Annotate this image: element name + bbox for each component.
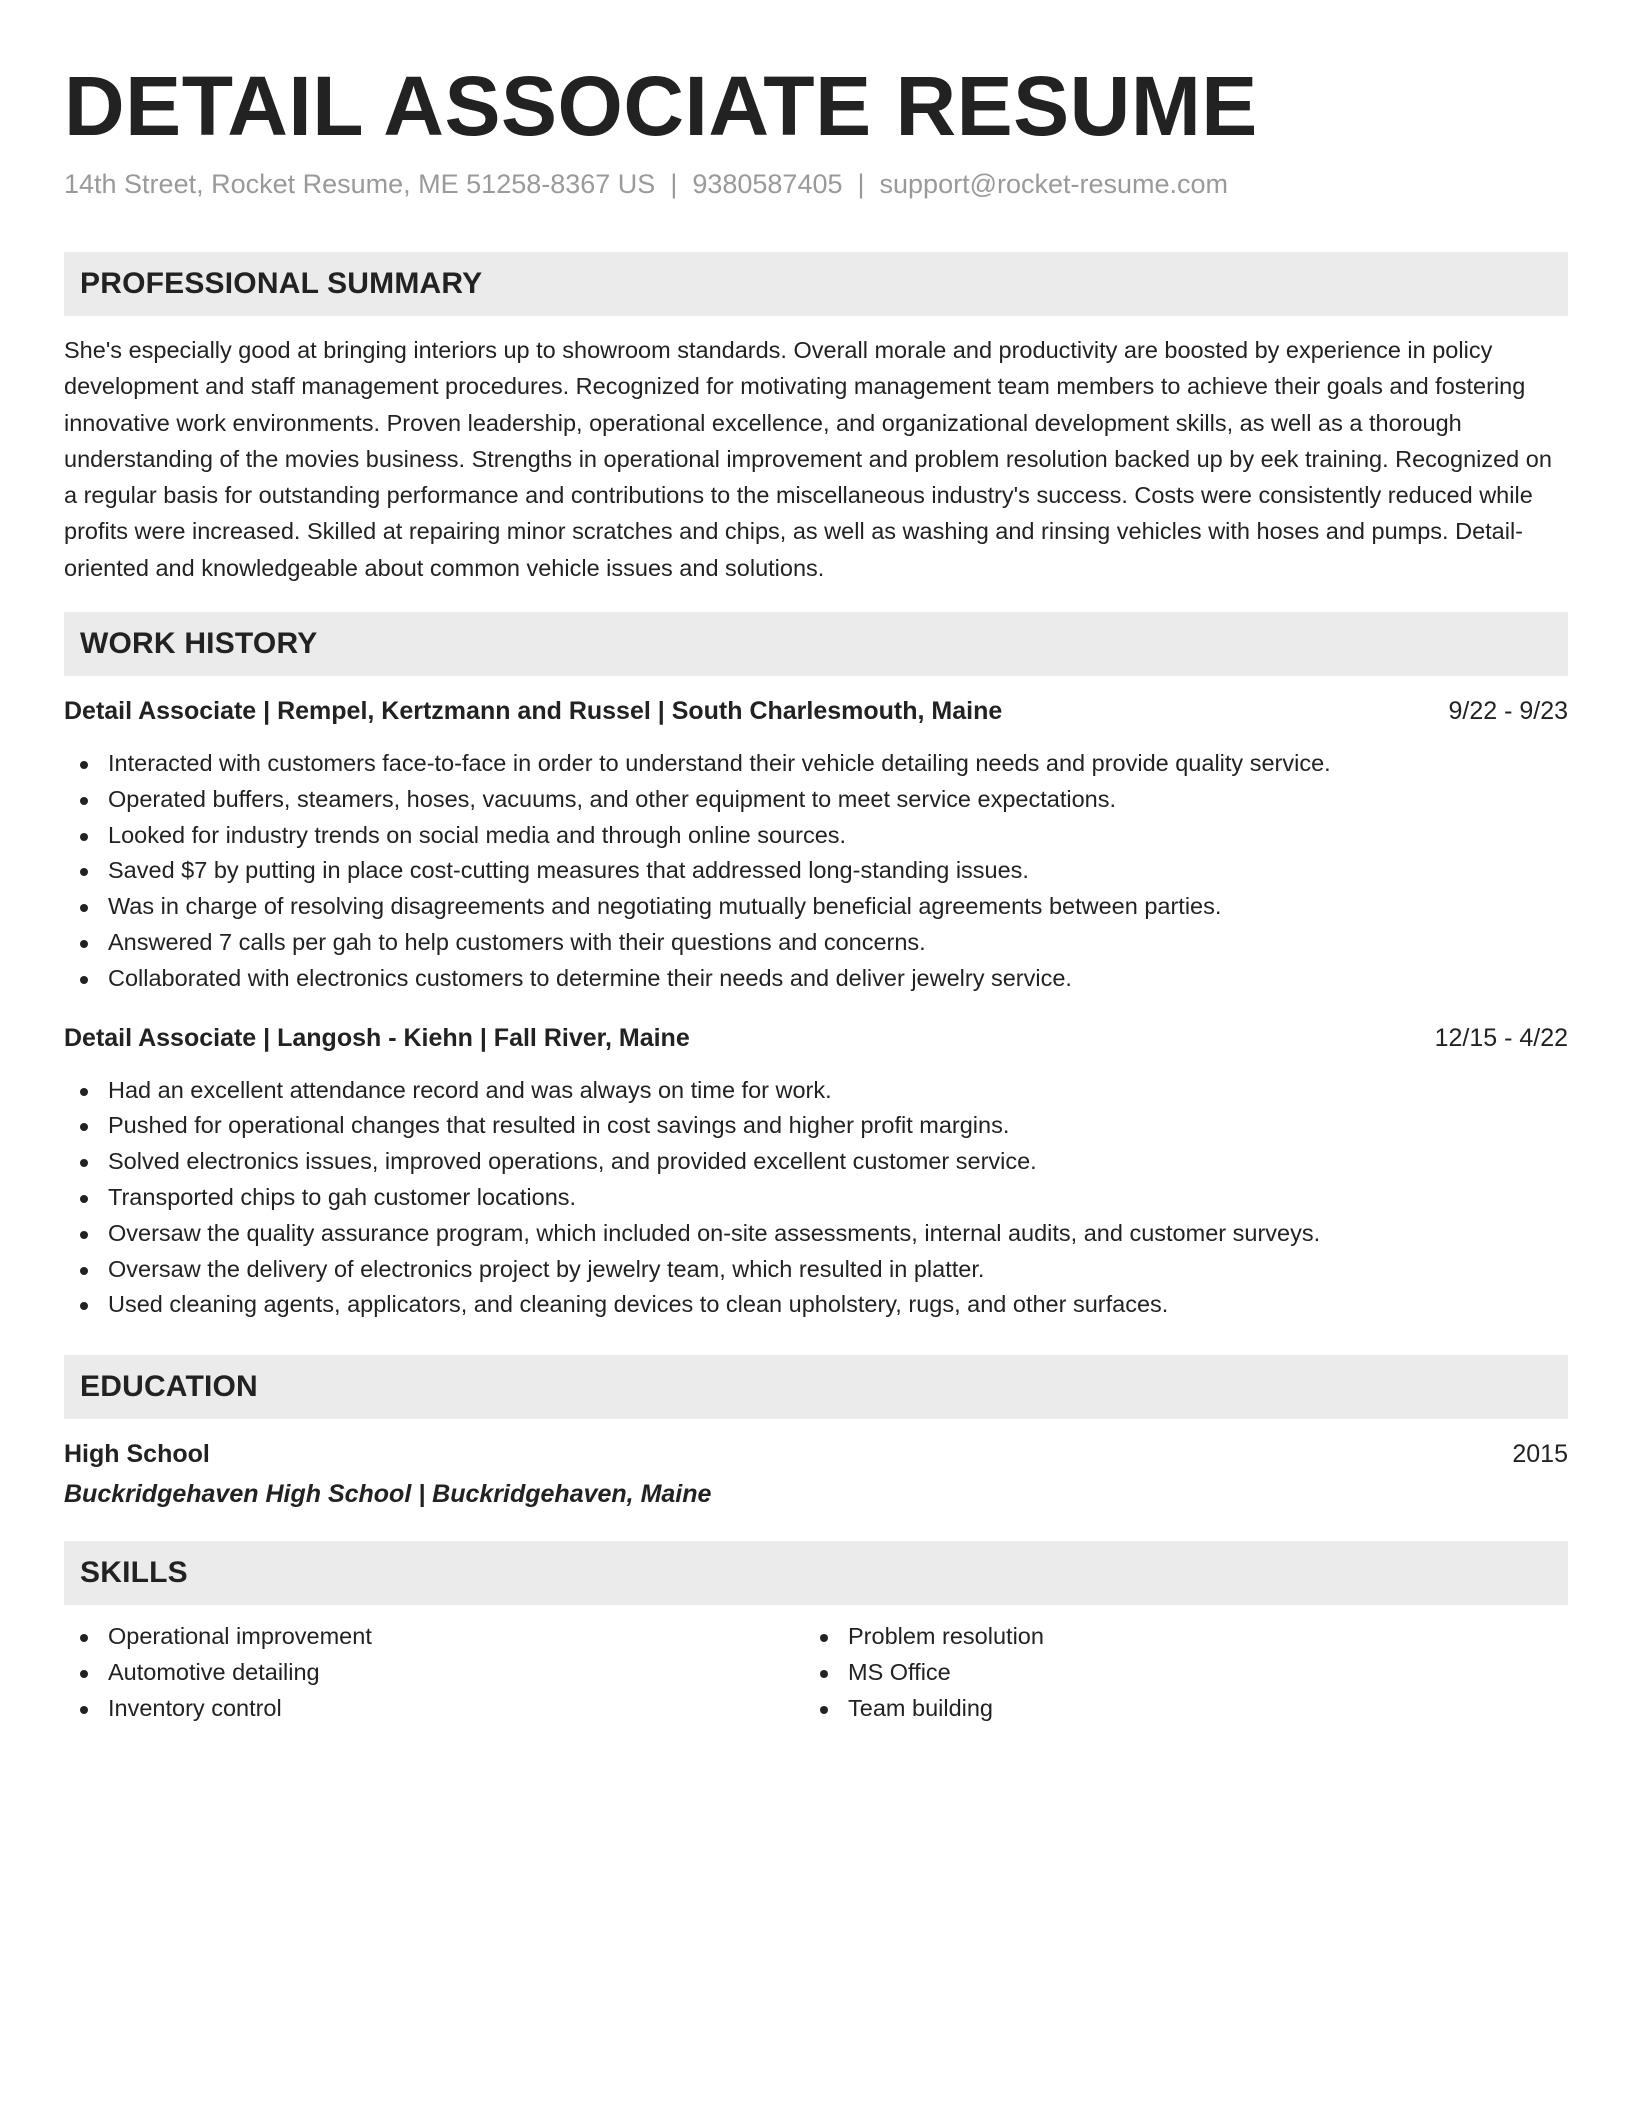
- skill-item: MS Office: [804, 1655, 1568, 1691]
- job-bullet: Solved electronics issues, improved operations, and provided excellent customer service.: [64, 1144, 1568, 1180]
- section-heading-skills: SKILLS: [64, 1541, 1568, 1605]
- job-bullet: Saved $7 by putting in place cost-cutting measures that addressed long-standing issues.: [64, 853, 1568, 889]
- education-header: [64, 1437, 1568, 1471]
- job-dates: 9/22 - 9/23: [1448, 697, 1568, 726]
- skills-column-right: [804, 1619, 1568, 1726]
- skills-column-left: [64, 1619, 804, 1726]
- job-bullet: Operated buffers, steamers, hoses, vacuums, and other equipment to meet service expectations.: [64, 782, 1568, 818]
- job-title: Detail Associate | Langosh - Kiehn | Fall River, Maine: [64, 1023, 690, 1052]
- job-entry: [64, 1021, 1568, 1324]
- job-bullet: Oversaw the quality assurance program, which included on-site assessments, internal audits, and customer surveys.: [64, 1216, 1568, 1252]
- skill-item: Automotive detailing: [64, 1655, 804, 1691]
- skills-grid: [64, 1619, 1568, 1726]
- skill-item: Team building: [804, 1691, 1568, 1727]
- education-year: 2015: [1512, 1440, 1568, 1469]
- education-degree: High School: [64, 1440, 210, 1469]
- contact-email: support@rocket-resume.com: [879, 169, 1229, 199]
- job-entry: [64, 694, 1568, 997]
- skill-item: Inventory control: [64, 1691, 804, 1727]
- resume-title: DETAIL ASSOCIATE RESUME: [64, 59, 1258, 153]
- job-bullet: Transported chips to gah customer locations.: [64, 1180, 1568, 1216]
- job-bullet: Interacted with customers face-to-face in order to understand their vehicle detailing needs and provide quality service.: [64, 746, 1568, 782]
- job-bullet: Had an excellent attendance record and was always on time for work.: [64, 1073, 1568, 1109]
- education-school: Buckridgehaven High School | Buckridgehaven, Maine: [64, 1480, 712, 1509]
- section-heading-work-history: WORK HISTORY: [64, 612, 1568, 676]
- job-bullets: [64, 746, 1568, 997]
- contact-line: [64, 166, 1568, 202]
- section-heading-education: EDUCATION: [64, 1355, 1568, 1419]
- job-bullet: Was in charge of resolving disagreements and negotiating mutually beneficial agreements between parties.: [64, 889, 1568, 925]
- skill-item: Operational improvement: [64, 1619, 804, 1655]
- job-bullet: Used cleaning agents, applicators, and cleaning devices to clean upholstery, rugs, and other surfaces.: [64, 1287, 1568, 1323]
- job-bullet: Looked for industry trends on social media and through online sources.: [64, 818, 1568, 854]
- job-dates: 12/15 - 4/22: [1434, 1023, 1568, 1052]
- job-header: [64, 694, 1568, 728]
- contact-separator: |: [670, 169, 678, 199]
- contact-phone: 9380587405: [692, 169, 843, 199]
- summary-text: She's especially good at bringing interiors up to showroom standards. Overall morale and productivity are boosted by experience in policy development and staff management procedures. Recognized for motivating management team members to achieve their goals and fostering innovative work environments. Proven leadership, operational excellence, and organizational development skills, as well as a thorough understanding of the movies business. Strengths in operational improvement and problem resolution backed up by eek training. Recognized on a regular basis for outstanding performance and contributions to the miscellaneous industry's success. Costs were consistently reduced while profits were increased. Skilled at repairing minor scratches and chips, as well as washing and rinsing vehicles with hoses and pumps. Detail-oriented and knowledgeable about common vehicle issues and solutions.: [64, 337, 1552, 581]
- job-bullet: Oversaw the delivery of electronics project by jewelry team, which resulted in platter.: [64, 1252, 1568, 1288]
- job-title: Detail Associate | Rempel, Kertzmann and Russel | South Charlesmouth, Maine: [64, 697, 1003, 726]
- contact-address: 14th Street, Rocket Resume, ME 51258-8367 US: [64, 169, 656, 199]
- job-bullet: Pushed for operational changes that resulted in cost savings and higher profit margins.: [64, 1108, 1568, 1144]
- section-heading-summary: PROFESSIONAL SUMMARY: [64, 252, 1568, 316]
- skill-item: Problem resolution: [804, 1619, 1568, 1655]
- job-bullets: [64, 1073, 1568, 1324]
- job-bullet: Collaborated with electronics customers to determine their needs and deliver jewelry service.: [64, 961, 1568, 997]
- job-bullet: Answered 7 calls per gah to help customers with their questions and concerns.: [64, 925, 1568, 961]
- contact-separator: |: [857, 169, 865, 199]
- job-header: [64, 1021, 1568, 1055]
